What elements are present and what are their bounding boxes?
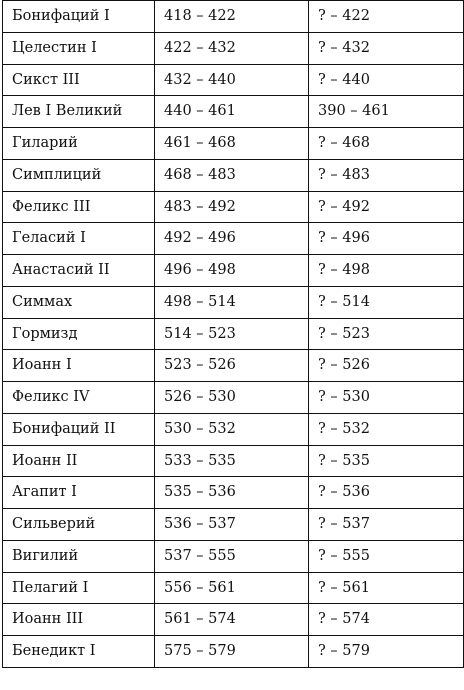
- table-row: [3, 350, 464, 382]
- pope-name-cell: Феликс III: [3, 191, 155, 223]
- pope-name-cell: Бенедикт I: [3, 636, 155, 668]
- life-years-cell: ? – 561: [309, 572, 464, 604]
- pope-name-cell: Агапит I: [3, 477, 155, 509]
- pope-name-cell: Феликс IV: [3, 382, 155, 414]
- pontificate-years-cell: 461 – 468: [155, 128, 309, 160]
- life-years-cell: ? – 530: [309, 382, 464, 414]
- table-row: [3, 223, 464, 255]
- table-row: [3, 413, 464, 445]
- pope-name-cell: Иоанн II: [3, 445, 155, 477]
- life-years-cell: ? – 535: [309, 445, 464, 477]
- table-row: [3, 1, 464, 33]
- pontificate-years-cell: 526 – 530: [155, 382, 309, 414]
- table-row: [3, 477, 464, 509]
- pontificate-years-cell: 514 – 523: [155, 318, 309, 350]
- table-row: [3, 255, 464, 287]
- table-row: [3, 509, 464, 541]
- life-years-cell: ? – 468: [309, 128, 464, 160]
- pontificate-years-cell: 535 – 536: [155, 477, 309, 509]
- table-row: [3, 96, 464, 128]
- pontificate-years-cell: 556 – 561: [155, 572, 309, 604]
- pope-name-cell: Сикст III: [3, 64, 155, 96]
- life-years-cell: ? – 483: [309, 159, 464, 191]
- pope-name-cell: Иоанн I: [3, 350, 155, 382]
- life-years-cell: ? – 526: [309, 350, 464, 382]
- pope-name-cell: Вигилий: [3, 540, 155, 572]
- pope-name-cell: Лев I Великий: [3, 96, 155, 128]
- life-years-cell: ? – 422: [309, 1, 464, 33]
- pope-name-cell: Пелагий I: [3, 572, 155, 604]
- table-row: [3, 604, 464, 636]
- life-years-cell: 390 – 461: [309, 96, 464, 128]
- table-row: [3, 445, 464, 477]
- pope-name-cell: Гиларий: [3, 128, 155, 160]
- life-years-cell: ? – 498: [309, 255, 464, 287]
- pontificate-years-cell: 496 – 498: [155, 255, 309, 287]
- table-row: [3, 128, 464, 160]
- table-row: [3, 540, 464, 572]
- pontificate-years-cell: 575 – 579: [155, 636, 309, 668]
- pontificate-years-cell: 492 – 496: [155, 223, 309, 255]
- pope-name-cell: Иоанн III: [3, 604, 155, 636]
- pontificate-years-cell: 440 – 461: [155, 96, 309, 128]
- pontificate-years-cell: 418 – 422: [155, 1, 309, 33]
- table-row: [3, 318, 464, 350]
- pope-name-cell: Симмах: [3, 286, 155, 318]
- table-row: [3, 636, 464, 668]
- pope-name-cell: Сильверий: [3, 509, 155, 541]
- pontificate-years-cell: 483 – 492: [155, 191, 309, 223]
- pontificate-years-cell: 468 – 483: [155, 159, 309, 191]
- table-row: [3, 64, 464, 96]
- pontificate-years-cell: 537 – 555: [155, 540, 309, 572]
- life-years-cell: ? – 440: [309, 64, 464, 96]
- table-row: [3, 572, 464, 604]
- life-years-cell: ? – 523: [309, 318, 464, 350]
- pope-name-cell: Гормизд: [3, 318, 155, 350]
- table-body: [3, 1, 464, 668]
- pope-name-cell: Целестин I: [3, 32, 155, 64]
- pontificate-years-cell: 561 – 574: [155, 604, 309, 636]
- life-years-cell: ? – 536: [309, 477, 464, 509]
- pope-name-cell: Бонифаций II: [3, 413, 155, 445]
- pontificate-years-cell: 530 – 532: [155, 413, 309, 445]
- popes-table: [2, 0, 464, 668]
- pope-name-cell: Геласий I: [3, 223, 155, 255]
- life-years-cell: ? – 574: [309, 604, 464, 636]
- pontificate-years-cell: 422 – 432: [155, 32, 309, 64]
- life-years-cell: ? – 579: [309, 636, 464, 668]
- life-years-cell: ? – 496: [309, 223, 464, 255]
- life-years-cell: ? – 537: [309, 509, 464, 541]
- pope-name-cell: Анастасий II: [3, 255, 155, 287]
- table-row: [3, 32, 464, 64]
- table-row: [3, 382, 464, 414]
- pope-name-cell: Бонифаций I: [3, 1, 155, 33]
- pope-name-cell: Симплиций: [3, 159, 155, 191]
- table-row: [3, 286, 464, 318]
- life-years-cell: ? – 514: [309, 286, 464, 318]
- life-years-cell: ? – 432: [309, 32, 464, 64]
- life-years-cell: ? – 492: [309, 191, 464, 223]
- table-row: [3, 159, 464, 191]
- table-row: [3, 191, 464, 223]
- pontificate-years-cell: 432 – 440: [155, 64, 309, 96]
- pontificate-years-cell: 533 – 535: [155, 445, 309, 477]
- pontificate-years-cell: 523 – 526: [155, 350, 309, 382]
- pontificate-years-cell: 536 – 537: [155, 509, 309, 541]
- pontificate-years-cell: 498 – 514: [155, 286, 309, 318]
- life-years-cell: ? – 532: [309, 413, 464, 445]
- life-years-cell: ? – 555: [309, 540, 464, 572]
